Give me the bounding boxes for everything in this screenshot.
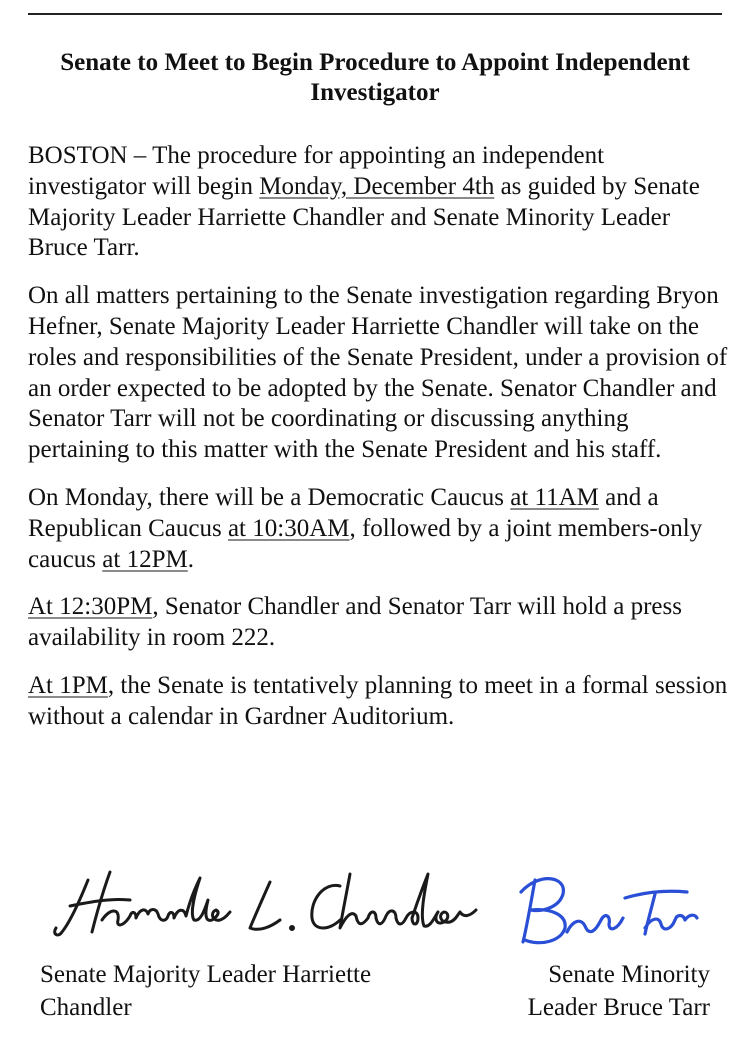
underlined-date-phrase: At 12:30PM	[28, 593, 153, 621]
chandler-signature-image	[40, 860, 480, 955]
underlined-date-phrase: at 11AM	[510, 483, 599, 511]
minority-leader-caption: Senate Minority Leader Bruce Tarr	[527, 961, 710, 1021]
tarr-signature-image	[505, 862, 710, 957]
underlined-date-phrase: at 10:30AM	[227, 514, 350, 542]
paragraph-caucus-schedule	[28, 483, 728, 575]
paragraph-text-run: and a Republican Caucus	[28, 483, 659, 542]
top-divider	[28, 13, 722, 15]
majority-leader-caption: Senate Majority Leader Harriette Chandler	[40, 961, 372, 1021]
underlined-date-phrase: at 12PM	[102, 545, 188, 573]
underlined-date-phrase: Monday, December 4th	[259, 172, 495, 200]
paragraph-text-run: , followed by a joint members-only caucus	[28, 514, 703, 573]
paragraph-formal-session	[28, 671, 728, 733]
paragraph-text-run: On all matters pertaining to the Senate investigation regarding Bryon Hefner, Senate Majority Leader Harriette Chandler will take on the roles and responsibilities of the Senate President, under a provision of an order expected to be adopted by the Senate. Senator Chandler and Senator Tarr will not be coordinating or discussing anything pertaining to this matter with the Senate President and his staff.	[28, 282, 728, 464]
paragraph-announcement	[28, 141, 728, 264]
paragraph-text-run: On Monday, there will be a Democratic Caucus	[28, 483, 511, 511]
paragraph-investigation-role	[28, 281, 728, 466]
paragraph-text-run: as guided by Senate Majority Leader Harriette Chandler and Senate Minority Leader Bruce Tarr.	[28, 172, 700, 262]
paragraph-text-run: , the Senate is tentatively planning to meet in a formal session without a calendar in Gardner Auditorium.	[28, 671, 728, 730]
paragraph-text-run: , Senator Chandler and Senator Tarr will hold a press availability in room 222.	[28, 593, 682, 652]
document-title: Senate to Meet to Begin Procedure to Appoint Independent Investigator	[60, 49, 690, 106]
paragraph-text-run: BOSTON – The procedure for appointing an independent investigator will begin	[28, 142, 605, 200]
paragraph-text-run: .	[187, 545, 194, 573]
underlined-date-phrase: At 1PM	[28, 671, 108, 699]
paragraph-press-availability	[28, 592, 728, 654]
document-body	[28, 141, 728, 750]
